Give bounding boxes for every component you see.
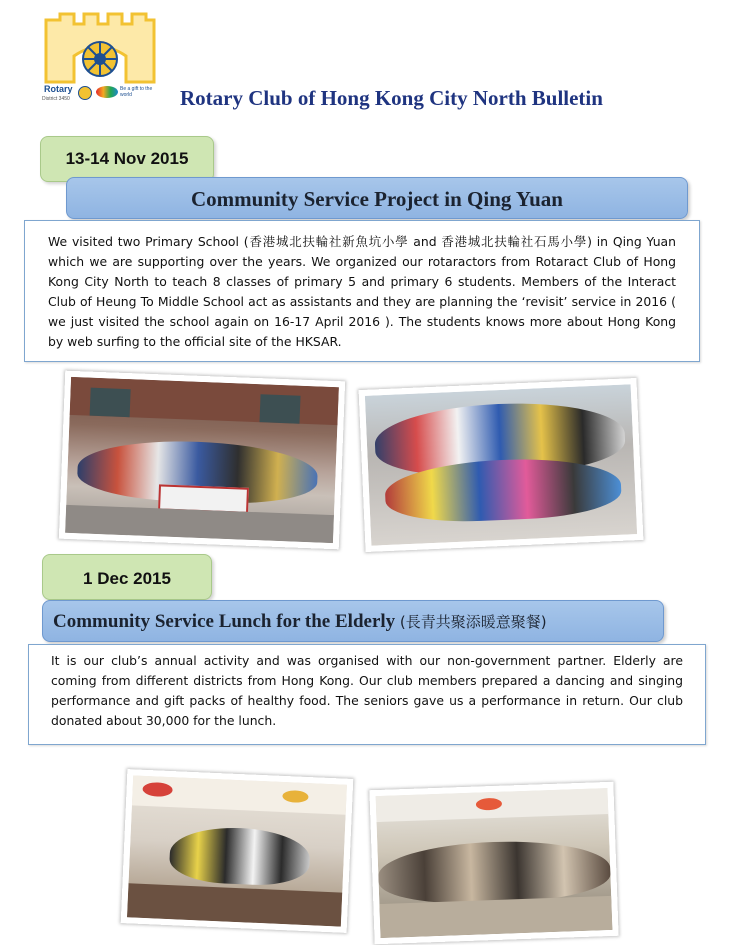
rotary-logo [40,12,160,107]
logo-rotary-seal-icon [78,86,92,100]
section-2-title-chinese: (長青共聚添暖意聚餐) [399,613,547,631]
section-2-body: It is our club’s annual activity and was organised with our non-government partner. Elderly are coming from different districts from Hong Kong. Our club members prepared a dancing and singing performance and gift packs of healthy food. The seniors gave us a performance in return. Our club donated about 30,000 for the lunch. [28,644,706,745]
section-1-title: Community Service Project in Qing Yuan [66,177,688,219]
section-2-title: Community Service Lunch for the Elderly [53,611,396,632]
section-2-date: 1 Dec 2015 [42,554,212,600]
section-1-body: We visited two Primary School (香港城北扶輪社新魚坑小學 and 香港城北扶輪社石馬小學) in Qing Yuan which we are supporting over the years. We organized our rotaractors from Rotaract Club of Hong Kong City North to teach 8 classes of primary 5 and primary 6 students. Members of the Interact Club of Heung To Middle School act as assistants and they are planning the ‘revisit’ service in 2016 ( we just visited the school again on 16-17 April 2016 ). The students knows more about Hong Kong by web surfing to the official site of the HKSAR. [24,220,700,362]
photo-elderly-lunch-hall [369,782,618,944]
section-1-date: 13-14 Nov 2015 [40,136,214,182]
photo-elderly-lunch-performance [121,769,354,933]
section-2-title-bar [42,600,664,642]
bulletin-title: Rotary Club of Hong Kong City North Bulletin [180,86,603,110]
photo-qingyuan-group-school [59,371,345,550]
logo-wordmark: Rotary [44,84,73,94]
photo-qingyuan-students [359,378,644,552]
logo-tagline: Be a gift to the world [120,86,153,98]
logo-globe-icon [96,86,118,98]
logo-district: District 3450 [42,96,70,102]
